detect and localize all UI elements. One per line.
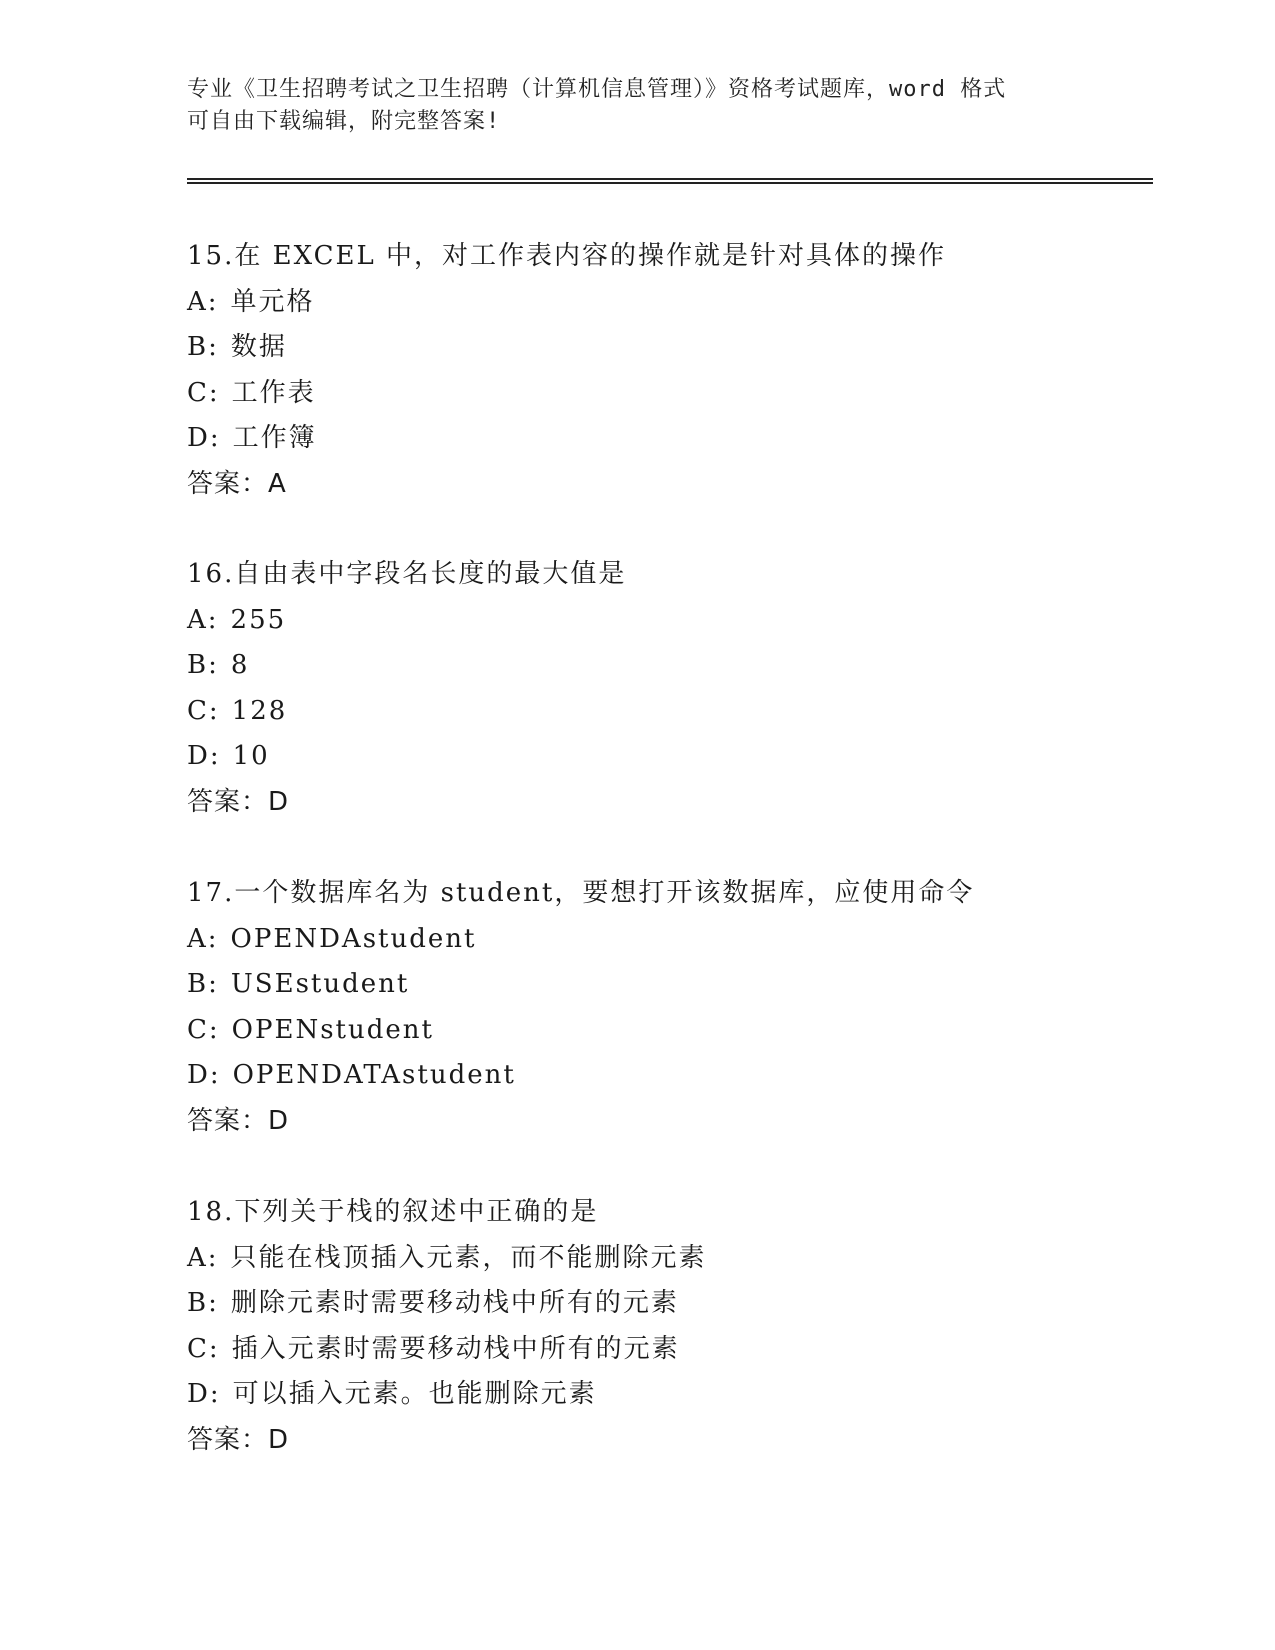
question-prompt: 18.下列关于栈的叙述中正确的是 (187, 1197, 599, 1227)
option-text: 8 (230, 650, 250, 680)
option-key: A: (187, 604, 219, 635)
option-d (187, 416, 946, 462)
question-prompt: 15.在 EXCEL 中，对工作表内容的操作就是针对具体的操作 (187, 241, 947, 271)
option-text: OPENDAstudent (230, 923, 477, 954)
option-b (187, 643, 626, 689)
option-key: D: (187, 423, 221, 453)
option-text: 工作表 (231, 377, 316, 408)
option-b (187, 1281, 707, 1327)
option-text: OPENstudent (231, 1014, 434, 1045)
option-key: C: (187, 695, 220, 726)
header-double-rule (187, 178, 1153, 184)
answer-line: 答案：D (187, 786, 290, 817)
option-c (187, 1327, 707, 1373)
option-text: 工作簿 (232, 423, 317, 453)
answer-line: 答案：A (187, 468, 287, 499)
option-c (187, 1008, 974, 1054)
option-b (187, 962, 974, 1008)
option-text: 插入元素时需要移动栈中所有的元素 (231, 1333, 680, 1364)
option-key: C: (187, 1333, 220, 1364)
answer-line: 答案：D (187, 1105, 290, 1136)
answer-line: 答案：D (187, 1424, 290, 1455)
option-text: 10 (232, 741, 270, 771)
option-d (187, 1053, 974, 1099)
option-text: 删除元素时需要移动栈中所有的元素 (230, 1288, 679, 1318)
option-text: 只能在栈顶插入元素，而不能删除元素 (230, 1242, 707, 1273)
header-line-2: 可自由下载编辑，附完整答案! (187, 109, 501, 134)
option-text: 255 (230, 604, 287, 635)
question-16 (187, 552, 626, 825)
option-text: 可以插入元素。也能删除元素 (232, 1379, 597, 1409)
question-prompt: 17.一个数据库名为 student，要想打开该数据库，应使用命令 (187, 878, 975, 908)
option-text: USEstudent (230, 969, 410, 999)
header-line-1: 专业《卫生招聘考试之卫生招聘（计算机信息管理）》资格考试题库，word 格式 (187, 77, 1007, 102)
option-key: A: (187, 1242, 219, 1273)
option-a (187, 917, 974, 963)
option-key: D: (187, 741, 221, 771)
question-15 (187, 234, 946, 507)
question-18 (187, 1190, 707, 1463)
option-text: 单元格 (230, 286, 315, 317)
document-header (187, 74, 1087, 138)
option-key: C: (187, 1014, 220, 1045)
option-key: D: (187, 1379, 221, 1409)
option-b (187, 325, 946, 371)
option-key: A: (187, 923, 219, 954)
option-key: A: (187, 286, 219, 317)
question-17 (187, 871, 974, 1144)
option-a (187, 1236, 707, 1282)
option-key: D: (187, 1060, 221, 1090)
option-a (187, 280, 946, 326)
option-key: B: (187, 332, 219, 362)
option-key: B: (187, 650, 219, 680)
option-d (187, 734, 626, 780)
question-prompt: 16.自由表中字段名长度的最大值是 (187, 559, 627, 589)
option-c (187, 689, 626, 735)
option-key: C: (187, 377, 220, 408)
option-d (187, 1372, 707, 1418)
option-c (187, 371, 946, 417)
option-key: B: (187, 1288, 219, 1318)
option-text: OPENDATAstudent (232, 1060, 516, 1090)
option-a (187, 598, 626, 644)
option-text: 数据 (230, 332, 287, 362)
option-text: 128 (231, 695, 288, 726)
option-key: B: (187, 969, 219, 999)
